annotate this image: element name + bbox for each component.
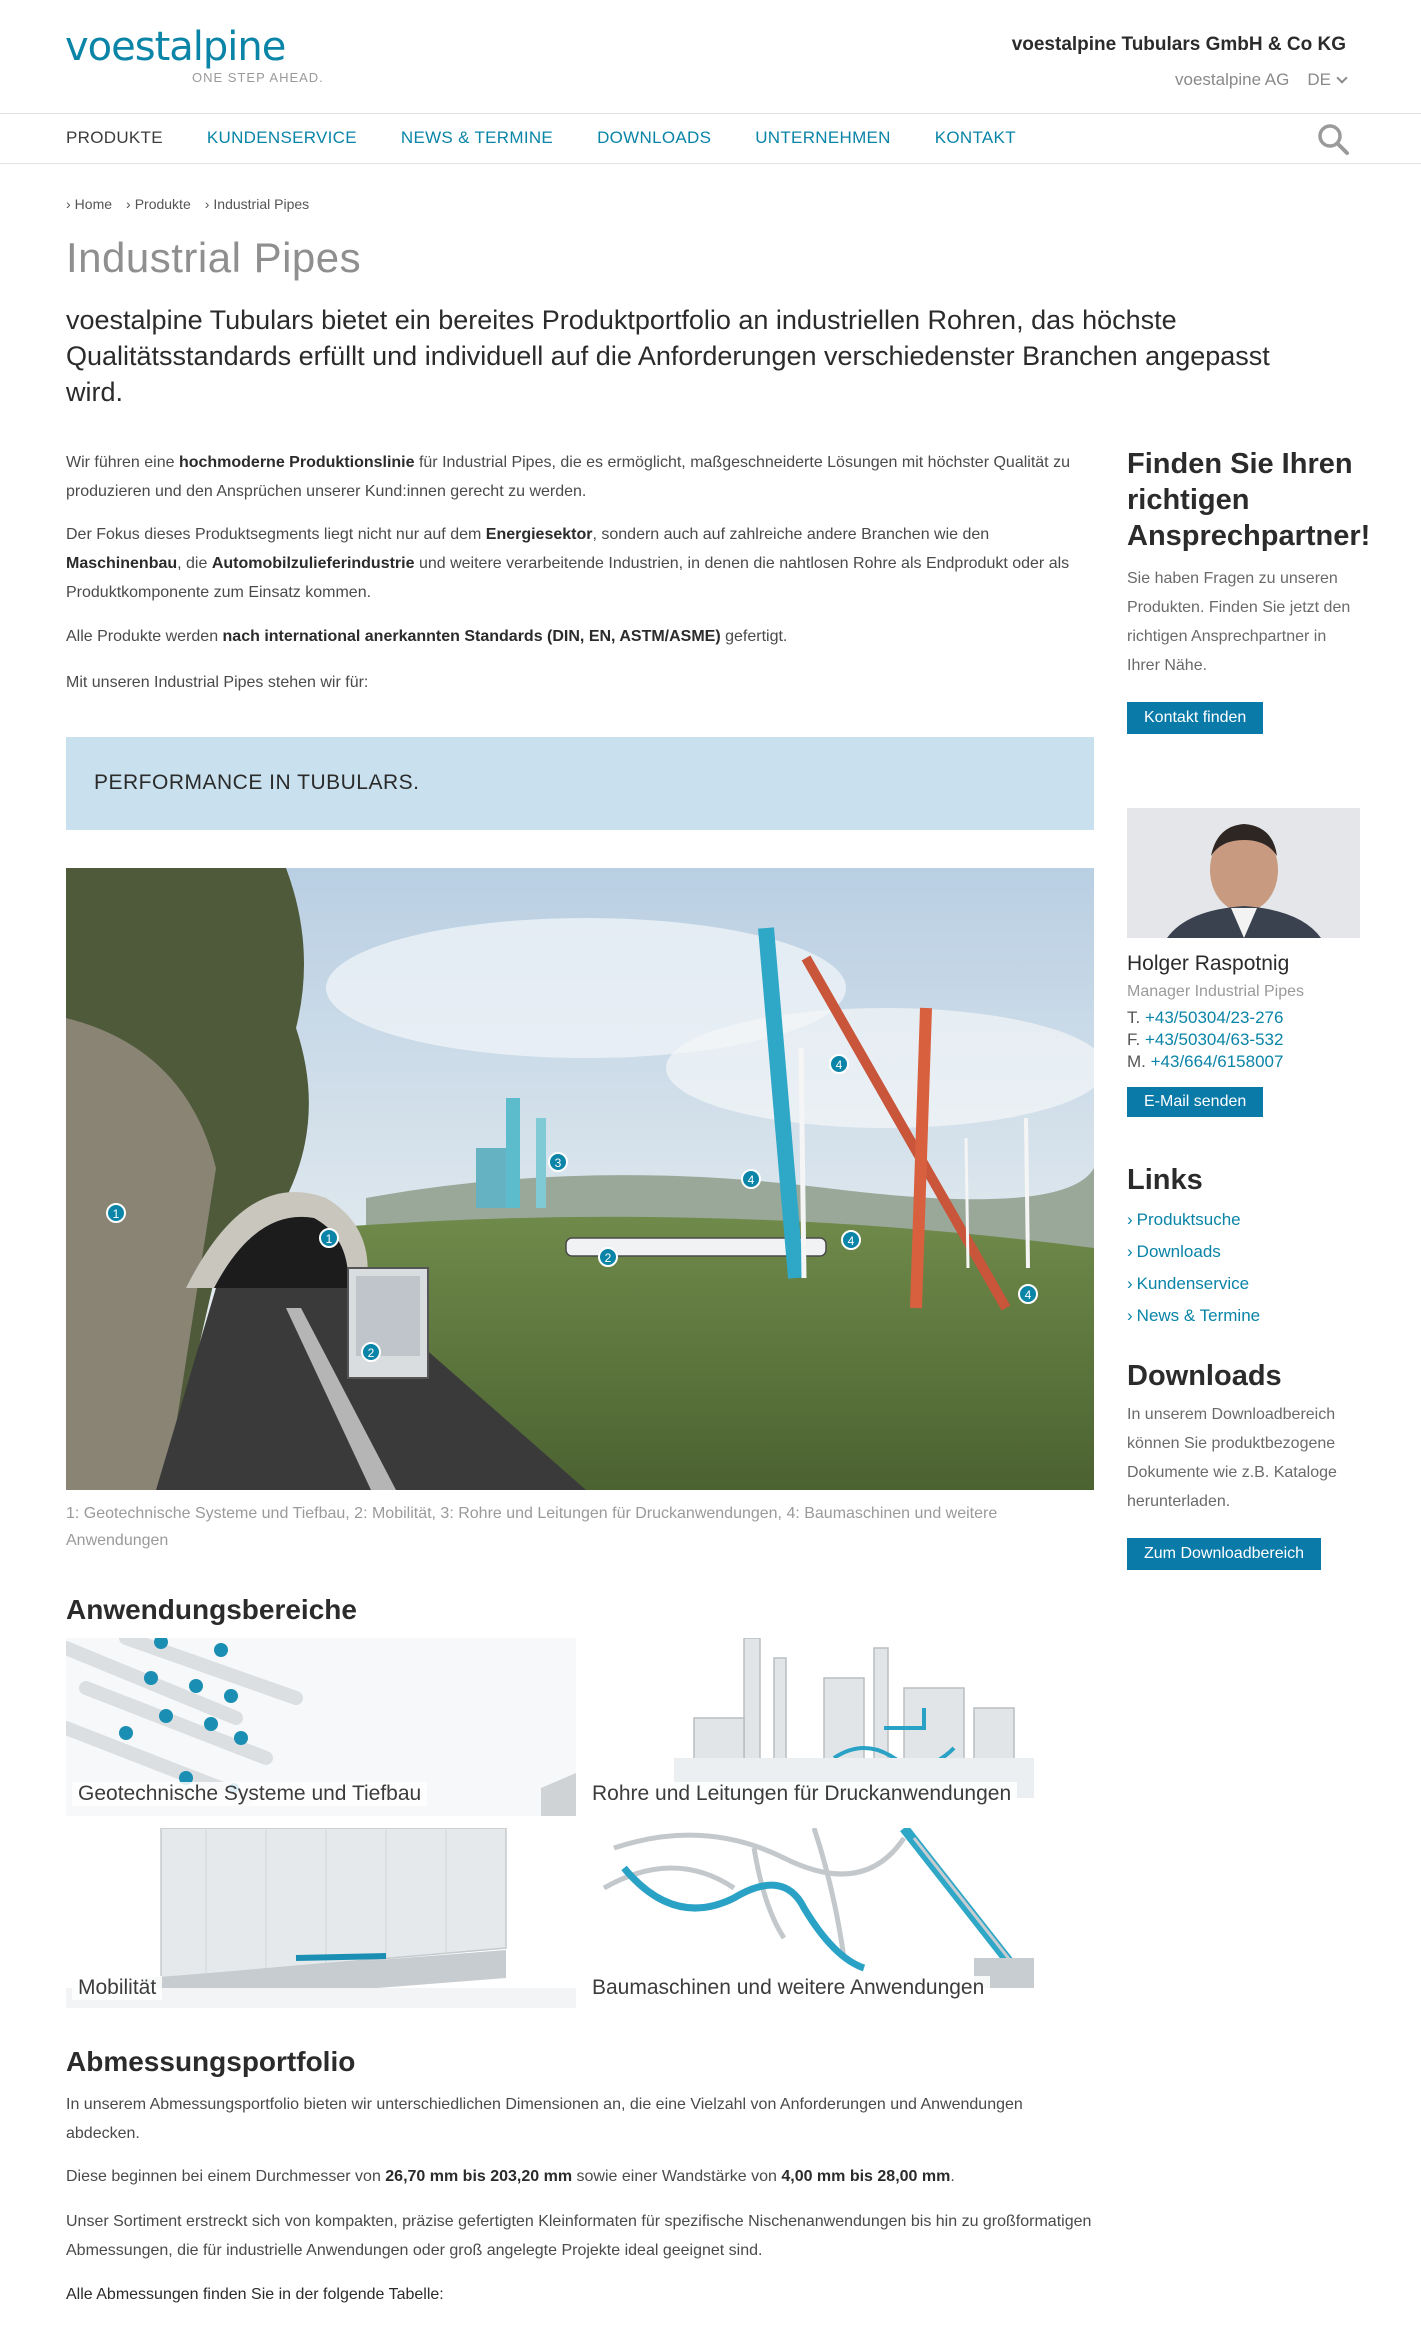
applications-heading: Anwendungsbereiche [66,1594,357,1625]
nav-item-news-termine[interactable]: NEWS & TERMINE [400,128,554,147]
intro-paragraph-2 [66,520,1094,607]
applications-hero-image [66,868,1094,1490]
downloads-button[interactable]: Zum Downloadbereich [1127,1538,1321,1570]
highlight-text: 4,00 mm bis 28,00 mm [781,2168,951,2185]
link-news-termine[interactable]: › News & Termine [1127,1300,1363,1332]
phone-link[interactable]: +43/50304/23-276 [1144,1008,1284,1027]
contact-person-name: Holger Raspotnig [1127,952,1290,975]
breadcrumb-current: › Industrial Pipes [205,196,309,212]
logo-tagline: ONE STEP AHEAD. [192,70,324,85]
text-span: gefertigt. [720,628,788,645]
hero-marker-4b [742,1170,760,1188]
lead-text: voestalpine Tubulars bietet ein bereites Produktportfolio an industriellen Rohren, das höchste Qualitätsstandards erfüllt und individuell auf die Anforderungen verschiedenster Branchen angepasst wird. [66,305,1270,407]
link-downloads[interactable]: › Downloads [1127,1236,1363,1268]
application-tile-mobilitaet[interactable] [66,1828,576,2008]
fax-link[interactable]: +43/50304/63-532 [1144,1030,1284,1049]
mobile-link[interactable]: +43/664/6158007 [1150,1052,1284,1071]
application-label: Rohre und Leitungen für Druckanwendungen [586,1782,1017,1806]
site-header [0,0,1421,114]
text-span: . [950,2168,955,2185]
svg-text:4: 4 [747,1173,755,1187]
highlight-text: Maschinenbau [66,555,178,572]
highlight-text: hochmoderne Produktionslinie [178,454,415,471]
application-label: Geotechnische Systeme und Tiefbau [72,1782,427,1806]
downloads-text: In unserem Downloadbereich können Sie produktbezogene Dokumente wie z.B. Kataloge herunterladen. [1127,1406,1337,1510]
contact-person-card [1127,808,1363,1117]
contact-fax-row [1127,1029,1363,1051]
svg-text:3: 3 [554,1156,562,1170]
text-span: Unser Sortiment erstreckt sich von kompakten, präzise gefertigten Kleinformaten für spezifische Nischenanwendungen bis hin zu großformatigen Abmessungen, die für industrielle Anwendungen oder groß angelegte Projekte ideal geeignet sind. [66,2213,1092,2259]
intro-paragraph-4 [66,668,1094,697]
text-span: , sondern auch auf zahlreiche andere Branchen wie den [592,526,990,543]
text-span: Alle Produkte werden [66,628,223,645]
link-kundenservice[interactable]: › Kundenservice [1127,1268,1363,1300]
text-span: Der Fokus dieses Produktsegments liegt nicht nur auf dem [66,526,486,543]
contact-person-role: Manager Industrial Pipes [1127,983,1304,1000]
fax-label: F. [1127,1030,1141,1049]
links-heading: Links [1127,1164,1203,1196]
svg-text:4: 4 [1024,1288,1032,1302]
breadcrumb-home[interactable]: › Home [66,196,112,212]
dimensions-paragraph-3 [66,2207,1094,2265]
text-span: , die [177,555,212,572]
contact-mobile-row [1127,1051,1363,1073]
highlight-text: Automobilzulieferindustrie [211,555,415,572]
application-tile-baumaschinen[interactable] [584,1828,1046,2008]
performance-banner [66,737,1094,830]
group-line [1175,70,1346,90]
contact-person-photo [1127,808,1360,938]
hero-marker-1a [107,1204,125,1222]
language-label: DE [1307,70,1331,89]
hero-marker-2b [362,1343,380,1361]
svg-text:4: 4 [835,1058,843,1072]
application-label: Mobilität [72,1976,162,2000]
contact-finder-heading: Finden Sie Ihren richtigen Ansprechpartner! [1127,448,1371,552]
application-label: Baumaschinen und weitere Anwendungen [586,1976,990,2000]
nav-item-kundenservice[interactable]: KUNDENSERVICE [206,128,357,147]
email-send-button[interactable]: E-Mail senden [1127,1087,1263,1117]
language-selector[interactable] [1307,70,1346,90]
phone-label: T. [1127,1008,1141,1027]
contact-finder-block [1127,446,1371,734]
text-span: und weitere verarbeitende Industrien, in denen die nahtlosen Rohre als Endprodukt oder als Produktkomponente zum Einsatz kommen. [66,555,1070,601]
hero-illustration [66,868,1094,1490]
highlight-text: 26,70 mm bis 203,20 mm [385,2168,573,2185]
svg-text:2: 2 [367,1346,375,1360]
downloads-block [1127,1358,1363,1570]
highlight-text: Energiesektor [485,526,593,543]
hero-marker-4c [842,1231,860,1249]
hero-marker-4d [1019,1285,1037,1303]
contact-finder-text: Sie haben Fragen zu unseren Produkten. Finden Sie jetzt den richtigen Ansprechpartner in Ihrer Nähe. [1127,570,1351,674]
intro-paragraph-3 [66,622,1094,651]
company-name: voestalpine Tubulars GmbH & Co KG [1011,34,1346,55]
text-span: In unserem Abmessungsportfolio bieten wir unterschiedlichen Dimensionen an, die eine Vielzahl von Anforderungen und Anwendungen abdecken. [66,2096,1023,2142]
banner-text: PERFORMANCE IN TUBULARS. [94,771,420,794]
dimensions-paragraph-1 [66,2090,1094,2148]
highlight-text: nach international anerkannten Standards (DIN, EN, ASTM/ASME) [222,628,721,645]
text-span: Mit unseren Industrial Pipes stehen wir für: [66,674,369,691]
contact-phone-row [1127,1007,1363,1029]
search-icon[interactable] [1316,122,1350,156]
text-span: Diese beginnen bei einem Durchmesser von [66,2168,386,2185]
mobile-label: M. [1127,1052,1146,1071]
nav-item-kontakt[interactable]: KONTAKT [934,128,1016,147]
breadcrumb [66,196,309,212]
text-span: für Industrial Pipes, die es ermöglicht, maßgeschneiderte Lösungen mit höchster Qualität zu produzieren und den Ansprüchen unserer Kund:innen gerecht zu werden. [66,454,1070,500]
downloads-heading: Downloads [1127,1360,1282,1392]
svg-text:2: 2 [604,1251,612,1265]
hero-marker-2a [599,1248,617,1266]
dimensions-paragraph-4 [66,2280,1094,2309]
main-nav [0,114,1421,164]
link-produktsuche[interactable]: › Produktsuche [1127,1204,1363,1236]
nav-item-unternehmen[interactable]: UNTERNEHMEN [755,128,891,147]
voestalpine-logo[interactable] [65,24,324,85]
svg-text:4: 4 [847,1234,855,1248]
text-span: Alle Abmessungen finden Sie in der folgende Tabelle: [66,2286,444,2303]
page-title: Industrial Pipes [66,234,362,281]
application-tile-druckanwendungen[interactable] [584,1638,1046,1816]
chevron-down-icon [1336,72,1347,83]
nav-item-downloads[interactable]: DOWNLOADS [597,128,712,147]
application-tile-geotechnik[interactable] [66,1638,576,1816]
hero-marker-3 [549,1153,567,1171]
hero-marker-4a [830,1055,848,1073]
nav-item-produkte[interactable]: PRODUKTE [66,128,163,147]
breadcrumb-produkte[interactable]: › Produkte [126,196,191,212]
dimensions-heading: Abmessungsportfolio [66,2046,356,2077]
dimensions-paragraph-2 [66,2162,1094,2191]
group-link[interactable]: voestalpine AG [1175,70,1290,89]
logo-wordmark: voestalpine [65,24,286,70]
hero-caption: 1: Geotechnische Systeme und Tiefbau, 2: Mobilität, 3: Rohre und Leitungen für Druckanwendungen, 4: Baumaschinen und weitere Anwendungen [66,1505,998,1549]
svg-text:1: 1 [325,1232,333,1246]
contact-finder-button[interactable]: Kontakt finden [1127,702,1263,734]
intro-paragraph-1 [66,448,1094,506]
hero-marker-1b [320,1229,338,1247]
text-span: Wir führen eine [66,454,179,471]
text-span: sowie einer Wandstärke von [572,2168,782,2185]
svg-text:1: 1 [112,1207,120,1221]
links-block [1127,1162,1363,1332]
